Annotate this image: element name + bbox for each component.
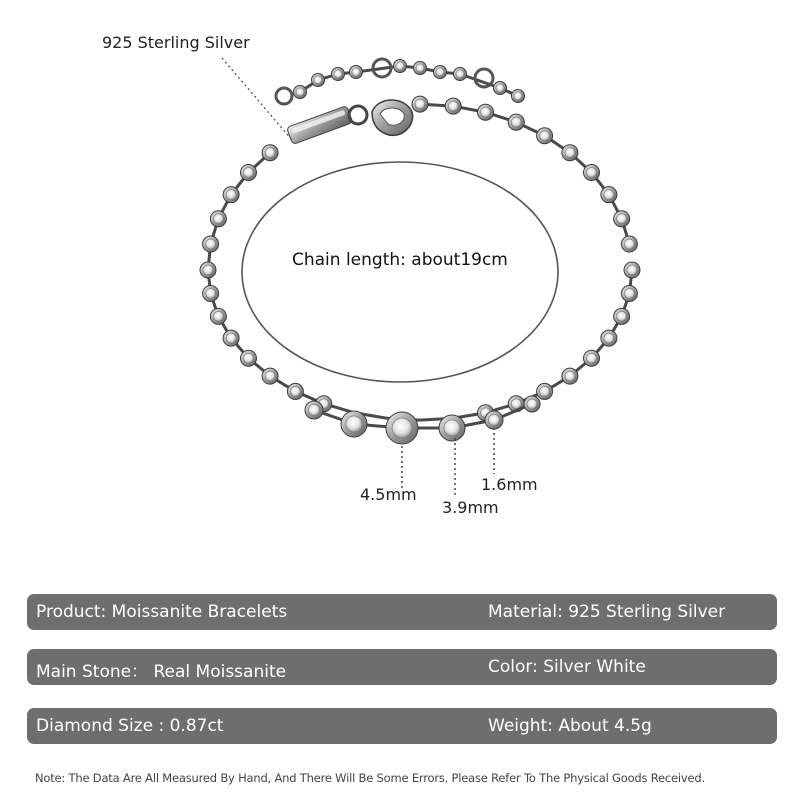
chain-stone <box>262 145 278 161</box>
spec-main-stone: Main Stone： Real Moissanite <box>36 662 287 682</box>
extension-stone <box>434 66 447 79</box>
extension-stone <box>332 68 345 81</box>
chain-stone <box>537 128 553 144</box>
chain-stone <box>614 211 630 227</box>
chain-stone <box>537 383 553 399</box>
chain-stone <box>614 308 630 324</box>
chain-stone <box>203 285 219 301</box>
extension-stone <box>414 62 427 75</box>
extension-stone <box>350 66 363 79</box>
chain-stone <box>240 164 256 180</box>
chain-stone <box>508 114 524 130</box>
chain-stone <box>210 211 226 227</box>
chain-stone <box>210 308 226 324</box>
chain-stone <box>601 330 617 346</box>
feature-stone <box>439 415 465 441</box>
chain-stone <box>584 164 600 180</box>
extension-stone <box>394 60 407 73</box>
feature-stone <box>485 411 503 429</box>
clasp-tag <box>287 106 353 145</box>
spec-color: Color: Silver White <box>488 657 646 677</box>
extension-stone <box>294 86 307 99</box>
chain-stone <box>287 383 303 399</box>
feature-stone <box>386 412 418 444</box>
feature-stone <box>305 401 323 419</box>
chain-stone <box>562 145 578 161</box>
chain-stone <box>262 368 278 384</box>
chain-stone <box>601 187 617 203</box>
feature-stone <box>524 396 540 412</box>
extension-stone <box>312 74 325 87</box>
chain-stone <box>203 236 219 252</box>
chain-stone <box>412 96 428 112</box>
spec-diamond-size: Diamond Size : 0.87ct <box>36 716 224 736</box>
chain-stone <box>445 98 461 114</box>
material-callout: 925 Sterling Silver <box>102 33 250 52</box>
lobster-clasp <box>349 100 413 135</box>
extension-stone <box>512 90 525 103</box>
chain-stone <box>584 350 600 366</box>
chain-stone <box>240 350 256 366</box>
spec-bar-stone <box>27 649 777 685</box>
chain-stone <box>478 104 494 120</box>
chain-length-ellipse <box>242 162 558 382</box>
large-stone-size: 4.5mm <box>360 485 417 504</box>
chain-stone <box>223 330 239 346</box>
medium-stone-size: 3.9mm <box>442 498 499 517</box>
spec-weight: Weight: About 4.5g <box>488 716 652 736</box>
measurement-note: Note: The Data Are All Measured By Hand, And There Will Be Some Errors. Please Refer To The Physical Goods Received. <box>35 771 705 785</box>
feature-stone <box>341 411 367 437</box>
chain-stone <box>621 285 637 301</box>
spec-bar-product <box>27 594 777 630</box>
spec-product: Product: Moissanite Bracelets <box>36 602 288 622</box>
chain-stone <box>200 262 216 278</box>
spec-bar-size <box>27 708 777 744</box>
chain-links <box>200 60 640 421</box>
chain-stone <box>624 262 640 278</box>
spec-material: Material: 925 Sterling Silver <box>488 602 726 622</box>
chain-stone <box>621 236 637 252</box>
chain-stone <box>562 368 578 384</box>
chain-stone <box>223 187 239 203</box>
material-leader-line <box>222 58 292 140</box>
chain-length-label: Chain length: about19cm <box>292 250 508 270</box>
extension-stone <box>454 68 467 81</box>
small-stone-size: 1.6mm <box>481 475 538 494</box>
extension-stone <box>494 82 507 95</box>
